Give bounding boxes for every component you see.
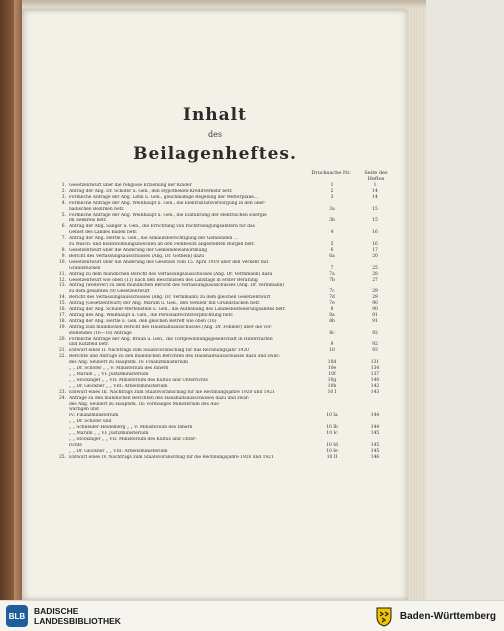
entry-page: 14 bbox=[372, 188, 378, 194]
entry-number: 9. bbox=[61, 253, 66, 259]
entry-page: 145 bbox=[370, 448, 380, 454]
entry-drucksache: 10e bbox=[327, 366, 337, 372]
entry-page: 91 bbox=[372, 318, 378, 324]
entry-number: 2. bbox=[61, 188, 66, 194]
entry-title: Entwurf eines IV. Nachtrags zum Staatsvoranschlag für die Rechnungsjahre 1920 und 1921 bbox=[69, 454, 274, 460]
blb-logo: BLB bbox=[6, 605, 28, 627]
entry-drucksache: 10 Id bbox=[326, 442, 338, 448]
entry-title: Bericht des Verfassungsausschusses (Abg. Dr. Gothein) dazu bbox=[69, 253, 205, 259]
entry-number: 3. bbox=[61, 194, 66, 200]
entry-page: 144 bbox=[370, 413, 380, 419]
entry-page: 20 bbox=[372, 253, 378, 259]
entry-title: Förmliche Anfrage der Abg. Weißhaupt u. Gen., die Einführung der elektrischen Energie bbox=[69, 212, 267, 218]
entry-number: 7. bbox=[61, 236, 66, 242]
entry-number: 21. bbox=[59, 348, 66, 354]
page-title-main: Beilagenheftes. bbox=[133, 144, 297, 164]
entry-number: 24. bbox=[59, 395, 66, 401]
entry-drucksache: 10f bbox=[328, 372, 336, 377]
entry-title: Bericht des Verfassungsausschusses (Abg. Dr. Vermmann) zu dem gleichen Gesetzentwurf bbox=[69, 295, 271, 301]
entry-title: „ „ Schneider-Heidelberg „ „ V: Ministerium des Innern bbox=[69, 425, 193, 431]
entry-page: 140 bbox=[370, 377, 380, 383]
entry-title: Antrag zum mündlichen Bericht des Haushaltsausschusses (Abg. Dr. Föhnler) über die vor- bbox=[69, 324, 273, 330]
entry-drucksache: 6a bbox=[329, 253, 335, 259]
entry-drucksache: 10 bbox=[329, 348, 335, 354]
entry-drucksache: 7c bbox=[329, 289, 335, 295]
entry-number: 1. bbox=[61, 183, 66, 188]
column-header-drucksache: Drucksache Nr. bbox=[311, 170, 351, 176]
entry-drucksache: 10h bbox=[327, 383, 337, 389]
entry-title: „ „ Stockinger „ „ VII: Ministerium des Kultus und Unter- bbox=[69, 436, 197, 442]
entry-title: Gesetzentwurf wie oben (11) nach den Beschlüssen des Landtags in erster Beratung bbox=[69, 277, 258, 283]
entry-number: 23. bbox=[59, 389, 66, 395]
entry-page: 29 bbox=[372, 289, 378, 295]
entry-page: 145 bbox=[370, 431, 380, 437]
entry-title: Förmliche Anfrage der Abg. Weißhaupt u. Gen., die Elektrizitätsversorgung in den ober- bbox=[69, 200, 266, 206]
entry-title: Gesetzentwurf über die religiöse Erziehung der Kinder bbox=[69, 183, 192, 188]
entry-page: 16 bbox=[372, 242, 378, 248]
entry-page: 15 bbox=[372, 218, 378, 224]
list-item bbox=[54, 455, 392, 461]
entry-title: Antrag (weiterer) zu dem mündlichen Bericht des Verfassungsausschusses (Abg. Dr. Vermmann) bbox=[69, 283, 285, 289]
entry-page: 146 bbox=[370, 454, 380, 460]
entry-title: „ „ Dr. Schofer und bbox=[69, 419, 112, 425]
entry-page: 17 bbox=[372, 247, 378, 253]
entry-drucksache: 6 bbox=[330, 247, 334, 253]
entry-title: „ „ Stockinger „ „ VII: Ministerium des Kultus und Unterrichts bbox=[69, 377, 208, 383]
entry-title: Antrag (Gesetzentwurf) der Abg. Marum u. Gen., den Verkehr mit Grundstücken betr. bbox=[69, 301, 261, 307]
entry-number: 12. bbox=[59, 277, 66, 283]
entry-page: 93 bbox=[372, 348, 378, 354]
entry-title: Förmliche Anfrage der Abg. Braun u. Gen., die Torfgewinnungsgesellschaft in Hinterzarten bbox=[69, 336, 273, 342]
entry-drucksache: 10 Ic bbox=[326, 431, 338, 437]
entry-title: wärtigen und bbox=[69, 407, 99, 413]
entry-number: 6. bbox=[61, 224, 66, 230]
page-title: Inhalt bbox=[183, 105, 247, 125]
entry-title: Antrag der Abg. Sänger u. Gen., die Errichtung von Pachtreinigungsämtern für das bbox=[69, 224, 255, 230]
entry-number: 14. bbox=[59, 295, 66, 301]
entry-drucksache: 2 bbox=[330, 188, 334, 194]
entry-title: im Seekreis betr. bbox=[69, 218, 107, 224]
entry-number: 17. bbox=[59, 312, 66, 318]
entry-page: 1 bbox=[373, 183, 377, 188]
entry-number: 4. bbox=[61, 200, 66, 206]
entry-title: und Kutzfeld betr. bbox=[69, 342, 109, 348]
bw-brand[interactable] bbox=[373, 605, 496, 627]
entry-title: badischen Bezirken betr. bbox=[69, 206, 125, 212]
entry-number: 13. bbox=[59, 283, 66, 289]
entry-number: 19. bbox=[59, 324, 66, 330]
entry-title: Antrag zu dem mündlichen Bericht des Verfassungsausschusses (Abg. Dr. Vermmann) dazu bbox=[69, 271, 273, 277]
book-page-edges bbox=[406, 8, 426, 600]
entry-title: Berichte und Anträge zu den mündlichen Berichten des Haushaltsausschusses dazu und zwar: bbox=[69, 354, 280, 360]
entry-drucksache: 7b bbox=[329, 277, 335, 283]
entry-drucksache: 4 bbox=[330, 230, 334, 236]
entry-title: Gesetzentwurf über die Änderung des Gesetzes vom 15. April 1919 über den Verkehr mit bbox=[69, 259, 269, 265]
entry-title: Antrag der Abg. Schüler-Wertenstein u. Gen., die Aufhebung des Landesbesteuerungsamtes betr. bbox=[69, 307, 286, 313]
entry-page: 28 bbox=[372, 271, 378, 277]
entry-number: 11. bbox=[59, 271, 66, 277]
entry-drucksache: 10 Ib bbox=[326, 425, 338, 431]
entry-title: „ „ Dr. Schofer „ „ V: Ministerium des Innern bbox=[69, 366, 169, 372]
entry-drucksache: 7 bbox=[330, 265, 334, 271]
entry-title: zu Wasch- und Kleinwohnungszwecken an den Feldbesitz abgestellten Bürgen betr. bbox=[69, 242, 255, 248]
entry-page: 16 bbox=[372, 230, 378, 236]
entry-title: stehenden (16—18) Anträge bbox=[69, 330, 132, 336]
entry-number: 15. bbox=[59, 301, 66, 307]
entry-title: Anträge zu den mündlichen Berichten des Haushaltsausschusses dazu und zwar: bbox=[69, 395, 250, 401]
entry-title: Gesetzentwurf über die Änderung der Gemeindewahlordnung bbox=[69, 247, 208, 253]
entry-number: 10. bbox=[59, 259, 66, 265]
entry-title: Grundstücken bbox=[69, 265, 101, 271]
entry-title: Entwurf eines III. Nachtrags zum Staatsvoranschlag für die Rechnungsjahre 1920 und 1921 bbox=[69, 389, 275, 395]
bw-name: Baden-Württemberg bbox=[399, 610, 496, 622]
entry-page: 27 bbox=[372, 277, 378, 283]
entry-title: Antrag des Abg. Weißhaupt u. Gen., die Personalrechtsverpflichtung betr. bbox=[69, 312, 234, 318]
entry-drucksache: 10 Ia bbox=[326, 413, 338, 419]
entry-page: 142 bbox=[370, 383, 380, 389]
entry-title: Antrag der Abg. Dr. Schofer u. Gen., den Hypotheken-Kreditverkehr betr. bbox=[69, 188, 233, 194]
entry-title: Antrag der Abg. Hertle u. Gen. den gleichen Betreff wie oben (16) bbox=[69, 318, 217, 324]
entry-number: 25. bbox=[59, 454, 66, 460]
entry-page: 145 bbox=[370, 442, 380, 448]
entry-drucksache: 3 bbox=[330, 194, 334, 200]
entry-drucksache: 8c bbox=[329, 330, 335, 336]
entry-number: 8. bbox=[61, 247, 66, 253]
entry-page: 25 bbox=[372, 265, 378, 271]
entry-number: 16. bbox=[59, 307, 66, 313]
entry-drucksache: 8a bbox=[329, 312, 335, 318]
entry-number: 18. bbox=[59, 318, 66, 324]
entry-title: Förmliche Anfrage der Abg. Lehn u. Gen., gleichmäßige Regelung der Wetterpläne... bbox=[69, 194, 259, 200]
page-subtitle-des: des bbox=[208, 130, 222, 139]
entry-page: 134 bbox=[370, 366, 380, 372]
entry-title: Antrag der Abg. Hertle u. Gen., die Ankaufsberechtigung der Gemeinden ... bbox=[69, 236, 238, 242]
entry-drucksache: 9 bbox=[330, 342, 334, 348]
entry-number: 22. bbox=[59, 354, 66, 360]
entry-drucksache: 10g bbox=[327, 377, 337, 383]
entry-drucksache: 3a bbox=[329, 206, 335, 212]
entry-title: „ „ Dr. Glockner „ „ VIII: Arbeitsministerium bbox=[69, 448, 168, 454]
column-header-seite: Seite des Heftes bbox=[364, 170, 388, 182]
entry-drucksache: 10 I bbox=[327, 389, 337, 395]
entry-title: Gebiet des Landes Baden betr. bbox=[69, 230, 138, 236]
entry-page: 90 bbox=[372, 307, 378, 313]
entry-drucksache: 7e bbox=[329, 301, 335, 307]
entry-page: 15 bbox=[372, 206, 378, 212]
book-cover-edge bbox=[14, 0, 22, 600]
document-page bbox=[22, 10, 408, 600]
entry-page: 143 bbox=[370, 389, 380, 395]
viewer-footer bbox=[0, 600, 504, 631]
entry-drucksache: 8 bbox=[330, 307, 334, 313]
entry-page: 92 bbox=[372, 330, 378, 336]
entry-title: IV: Finanzministerium bbox=[69, 413, 119, 419]
entry-drucksache: 10 Ie bbox=[326, 448, 338, 454]
entry-number: 20. bbox=[59, 336, 66, 342]
entry-title: richts bbox=[69, 442, 82, 448]
entry-page: 131 bbox=[370, 360, 380, 366]
entry-page: 29 bbox=[372, 295, 378, 301]
entry-title: „ „ Marum „ „ VI: Justizministerium bbox=[69, 431, 149, 437]
entry-drucksache: 10 II bbox=[326, 454, 338, 460]
entry-page: 91 bbox=[372, 312, 378, 318]
entry-title: Entwurf eines II. Nachtrags zum Staatsvoranschlag für das Rechnungsjahr 1920 bbox=[69, 348, 249, 354]
table-of-contents bbox=[54, 183, 392, 461]
entry-title: des Abg. Seubert zu Hauptstk. IV: Finanzministerium bbox=[69, 360, 188, 366]
entry-drucksache: 10d bbox=[327, 360, 337, 366]
entry-drucksache: 7d bbox=[329, 295, 335, 301]
entry-drucksache: 3b bbox=[329, 218, 335, 224]
entry-title: „ „ Dr. Glockner „ „ VIII: Arbeitsministerium bbox=[69, 383, 168, 389]
blb-name bbox=[34, 606, 121, 626]
entry-drucksache: 7a bbox=[329, 271, 335, 277]
entry-page: 92 bbox=[372, 342, 378, 348]
entry-page: 137 bbox=[370, 372, 380, 377]
entry-page: 144 bbox=[370, 425, 380, 431]
entry-drucksache: 1 bbox=[330, 183, 334, 188]
entry-drucksache: 8b bbox=[329, 318, 335, 324]
entry-number: 5. bbox=[61, 212, 66, 218]
baden-wuerttemberg-crest-icon bbox=[373, 605, 395, 627]
blb-brand[interactable] bbox=[6, 605, 121, 627]
entry-page: 90 bbox=[372, 301, 378, 307]
entry-drucksache: 5 bbox=[330, 242, 334, 248]
entry-title: des Abg. Seubert zu Hauptstk. III: vormaliges Ministerium des Aus- bbox=[69, 401, 220, 407]
blb-name-line1: BADISCHE bbox=[34, 606, 79, 616]
entry-title: zu dem gesamten (9) Gesetzentwurf bbox=[69, 289, 150, 295]
entry-title: „ „ Marum „ „ VI: Justizministerium bbox=[69, 372, 149, 377]
entry-page: 14 bbox=[372, 194, 378, 200]
blb-name-line2: LANDESBIBLIOTHEK bbox=[34, 616, 121, 626]
